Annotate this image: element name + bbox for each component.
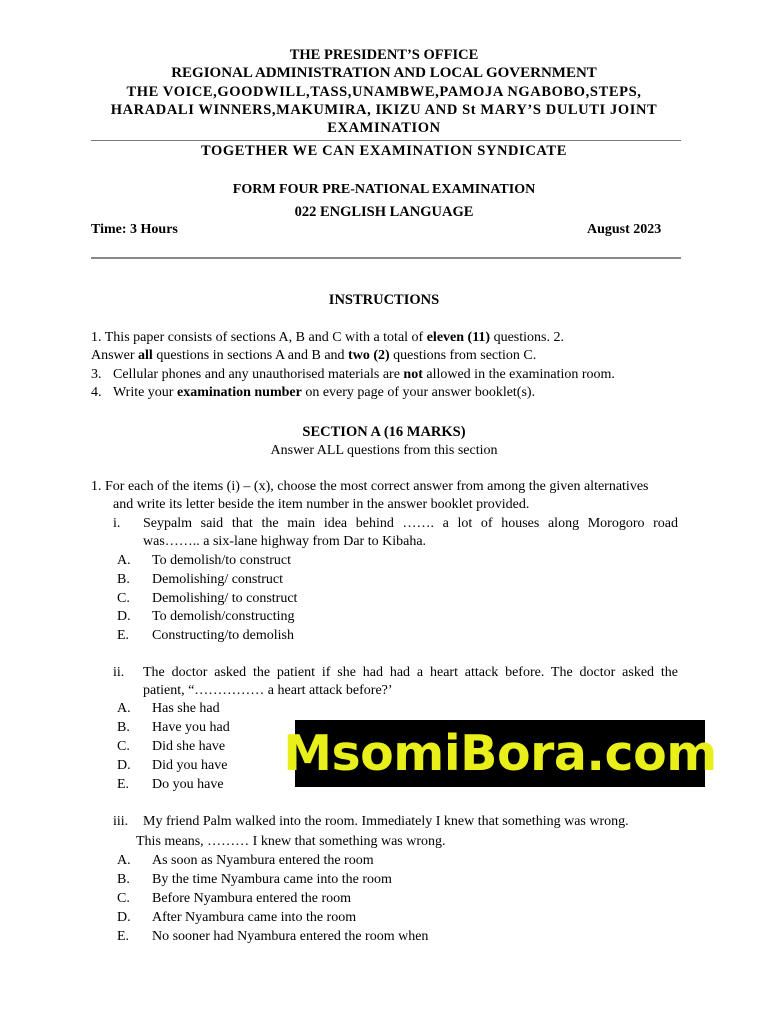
option-text: No sooner had Nyambura entered the room when [152,929,429,944]
instruction-4-number: 4. [91,385,102,400]
syndicate-title: TOGETHER WE CAN EXAMINATION SYNDICATE [201,143,567,159]
item-question-line: Seypalm said that the main idea behind ……. a lot of houses along Morogoro road [143,516,678,531]
option-letter: C. [117,891,130,906]
section-a-subtitle: Answer ALL questions from this section [270,443,498,458]
instruction-1 [91,330,564,346]
option-text: Demolishing/ to construct [152,591,298,606]
option-text: Has she had [152,701,220,716]
header-ministry: REGIONAL ADMINISTRATION AND LOCAL GOVERNMENT [171,65,597,81]
instruction-3-text: Cellular phones and any unauthorised materials are [113,367,404,382]
item-question-line: patient, “…………… a heart attack before?’ [143,683,393,698]
header-divider-top [91,140,681,141]
option-letter: E. [117,929,130,944]
item-question-line: The doctor asked the patient if she had had a heart attack before. The doctor asked the [143,665,678,680]
header-schools-line3: EXAMINATION [327,120,441,136]
option-text: Constructing/to demolish [152,628,294,643]
option-letter: A. [117,701,131,716]
instruction-2-all: all [138,348,153,363]
instruction-1-count: eleven (11) [426,330,491,345]
option-text: Have you had [152,720,230,735]
instruction-3-not: not [403,367,423,382]
subject-title: 022 ENGLISH LANGUAGE [294,204,474,220]
option-text: After Nyambura came into the room [152,910,357,925]
option-text: Do you have [152,777,224,792]
instruction-2 [91,348,536,364]
option-letter: D. [117,758,131,773]
header-divider-bottom [91,257,681,259]
item-question-line: My friend Palm walked into the room. Immediately I knew that something was wrong. [143,814,629,829]
instruction-2-end: questions from section C. [389,348,537,363]
item-number: iii. [113,814,129,829]
option-letter: D. [117,910,131,925]
instruction-1-text: 1. This paper consists of sections A, B and C with a total of [91,330,427,345]
section-a-title: SECTION A (16 MARKS) [302,424,466,440]
question-1-stem: 1. For each of the items (i) – (x), choose the most correct answer from among the given alternatives [91,479,649,494]
option-text: To demolish/to construct [152,553,292,568]
option-text: Did she have [152,739,226,754]
instruction-4 [113,385,535,401]
item-number: ii. [113,665,125,680]
header-schools-line1: THE VOICE,GOODWILL,TASS,UNAMBWE,PAMOJA NGABOBO,STEPS, [126,84,642,100]
exam-name: FORM FOUR PRE-NATIONAL EXAMINATION [232,182,536,197]
option-text: Demolishing/ construct [152,572,284,587]
watermark-text: MsomiBora.com [283,725,717,782]
option-letter: A. [117,553,131,568]
option-letter: A. [117,853,131,868]
option-letter: D. [117,609,131,624]
exam-time: Time: 3 Hours [91,222,178,237]
option-letter: B. [117,572,130,587]
instructions-title: INSTRUCTIONS [328,292,440,308]
instruction-3-number: 3. [91,367,102,382]
exam-date: August 2023 [587,222,662,237]
option-letter: E. [117,777,130,792]
instruction-3 [113,367,615,383]
item-number: i. [113,516,121,531]
option-letter: E. [117,628,130,643]
option-text: To demolish/constructing [152,609,295,624]
header-office: THE PRESIDENT’S OFFICE [289,47,479,63]
option-letter: C. [117,739,130,754]
msomibora-watermark-logo [283,720,717,787]
instruction-2-mid: questions in sections A and B and [152,348,349,363]
option-letter: B. [117,872,130,887]
option-text: Before Nyambura entered the room [152,891,352,906]
option-letter: C. [117,591,130,606]
instruction-3-end: allowed in the examination room. [422,367,615,382]
option-text: Did you have [152,758,228,773]
instruction-1-end: questions. 2. [490,330,564,345]
question-1-stem-cont: and write its letter beside the item number in the answer booklet provided. [113,497,530,512]
option-text: By the time Nyambura came into the room [152,872,392,887]
instruction-4-text: Write your [113,385,177,400]
instruction-4-end: on every page of your answer booklet(s). [301,385,536,400]
option-letter: B. [117,720,130,735]
item-question-line: This means, ……… I knew that something was wrong. [136,834,446,849]
option-text: As soon as Nyambura entered the room [152,853,374,868]
item-question-line: was…….. a six-lane highway from Dar to Kibaha. [143,534,427,549]
instruction-2-count: two (2) [348,348,390,363]
instruction-2-text: Answer [91,348,139,363]
instruction-4-exam-number: examination number [176,385,302,400]
header-schools-line2: HARADALI WINNERS,MAKUMIRA, IKIZU AND St MARY’S DULUTI JOINT [110,102,658,118]
